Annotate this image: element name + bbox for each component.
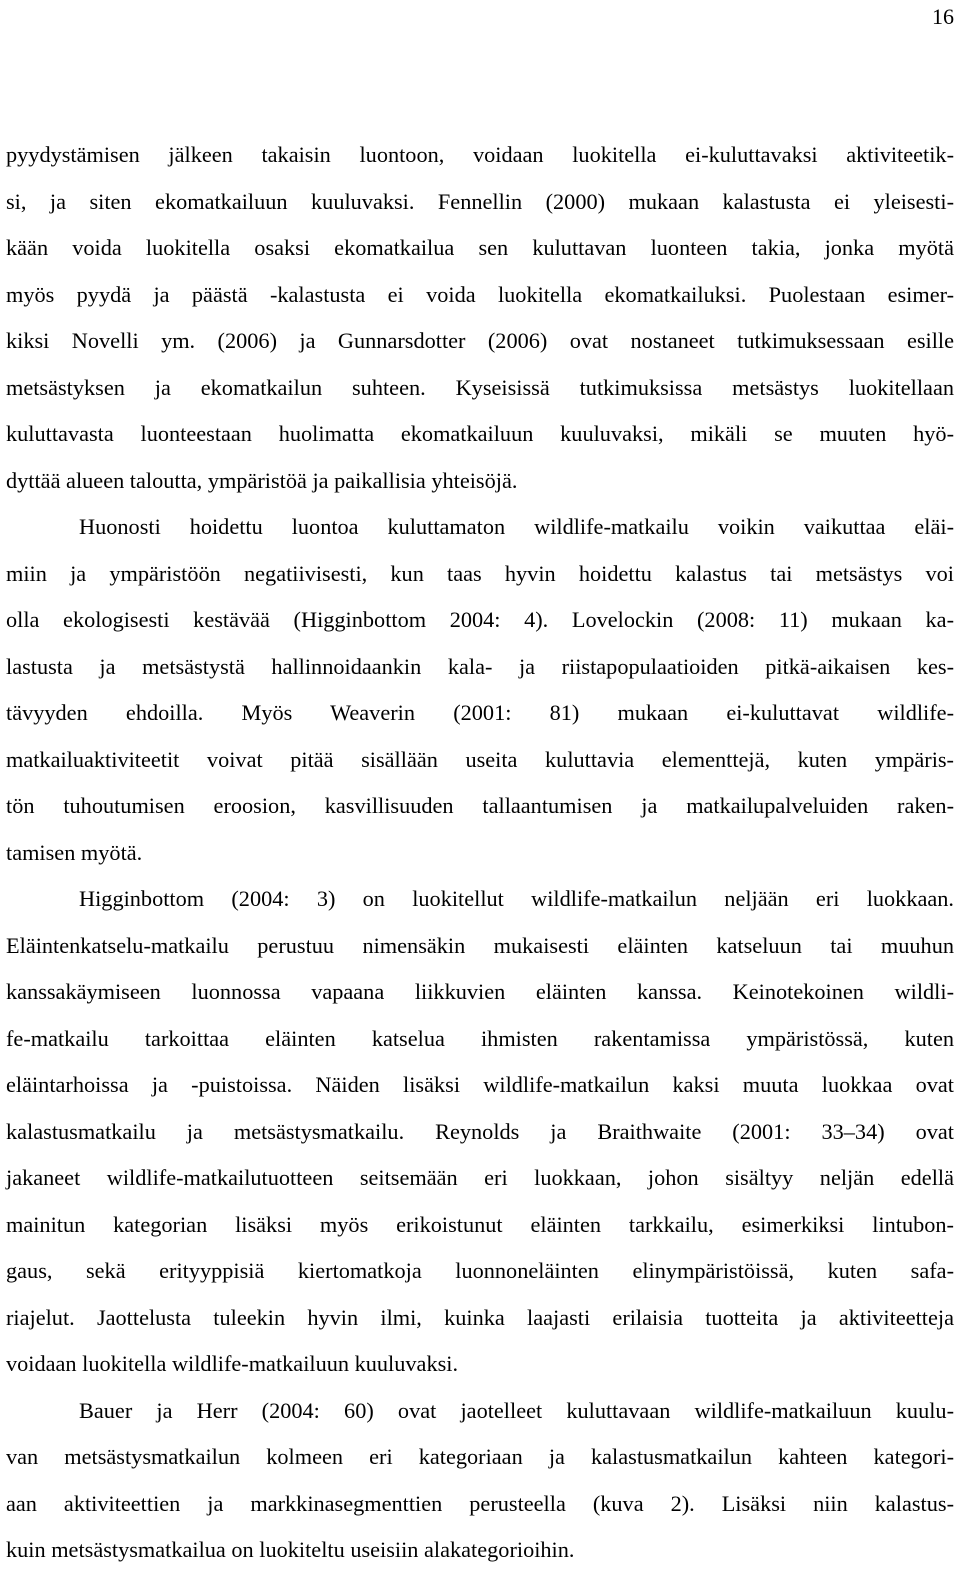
text-line: matkailuaktiviteetit voivat pitää sisällään useita kuluttavia elementtejä, kuten ympäris- bbox=[6, 746, 954, 772]
text-line: lastusta ja metsästystä hallinnoidaankin kala- ja riistapopulaatioiden pitkä-aikaisen kes- bbox=[6, 653, 954, 679]
text-line: kuluttavasta luonteestaan huolimatta ekomatkailuun kuuluvaksi, mikäli se muuten hyö- bbox=[6, 421, 954, 446]
paragraph-4 bbox=[6, 1388, 954, 1574]
paragraph-1 bbox=[6, 132, 954, 504]
text-line: voidaan luokitella wildlife-matkailuun kuuluvaksi. bbox=[6, 1351, 459, 1376]
text-line: pyydystämisen jälkeen takaisin luontoon, voidaan luokitella ei-kuluttavaksi aktiviteetik- bbox=[6, 142, 954, 167]
text-line: tävyyden ehdoilla. Myös Weaverin (2001: 81) mukaan ei-kuluttavat wildlife- bbox=[6, 700, 954, 725]
text-line: Huonosti hoidettu luontoa kuluttamaton wildlife-matkailu voikin vaikuttaa eläi- bbox=[79, 514, 954, 539]
text-line: mainitun kategorian lisäksi myös erikoistunut eläinten tarkkailu, esimerkiksi lintubon- bbox=[6, 1211, 954, 1237]
text-line: gaus, sekä erityyppisiä kiertomatkoja luonnoneläinten elinympäristöissä, kuten safa- bbox=[6, 1258, 954, 1283]
text-line: eläintarhoissa ja -puistoissa. Näiden lisäksi wildlife-matkailun kaksi muuta luokkaa ovat bbox=[6, 1072, 954, 1097]
text-line: fe-matkailu tarkoittaa eläinten katselua ihmisten rakentamissa ympäristössä, kuten bbox=[6, 1025, 954, 1051]
text-line: metsästyksen ja ekomatkailun suhteen. Kyseisissä tutkimuksissa metsästys luokitellaan bbox=[6, 374, 954, 400]
text-line: myös pyydä ja päästä -kalastusta ei voida luokitella ekomatkailuksi. Puolestaan esimer- bbox=[6, 281, 954, 307]
page-number: 16 bbox=[932, 4, 954, 29]
text-line: kuin metsästysmatkailua on luokiteltu useisiin alakategorioihin. bbox=[6, 1537, 575, 1562]
paragraph-2 bbox=[6, 504, 954, 876]
text-line: tamisen myötä. bbox=[6, 839, 143, 865]
text-line: riajelut. Jaottelusta tuleekin hyvin ilmi, kuinka laajasti erilaisia tuotteita ja aktiviteetteja bbox=[6, 1304, 954, 1330]
text-line: van metsästysmatkailun kolmeen eri kategoriaan ja kalastusmatkailun kahteen kategori- bbox=[6, 1444, 954, 1469]
text-line: olla ekologisesti kestävää (Higginbottom 2004: 4). Lovelockin (2008: 11) mukaan ka- bbox=[6, 607, 954, 632]
text-line: aan aktiviteettien ja markkinasegmenttien perusteella (kuva 2). Lisäksi niin kalastus- bbox=[6, 1490, 954, 1516]
text-line: tön tuhoutumisen eroosion, kasvillisuuden tallaantumisen ja matkailupalveluiden raken- bbox=[6, 793, 954, 818]
text-line: kalastusmatkailu ja metsästysmatkailu. Reynolds ja Braithwaite (2001: 33–34) ovat bbox=[6, 1118, 954, 1144]
text-line: dyttää alueen taloutta, ympäristöä ja paikallisia yhteisöjä. bbox=[6, 467, 518, 493]
paragraph-3 bbox=[6, 876, 954, 1388]
text-line: Higginbottom (2004: 3) on luokitellut wildlife-matkailun neljään eri luokkaan. bbox=[79, 886, 954, 911]
text-line: kiksi Novelli ym. (2006) ja Gunnarsdotter (2006) ovat nostaneet tutkimuksessaan esille bbox=[6, 328, 954, 353]
text-line: Bauer ja Herr (2004: 60) ovat jaotelleet kuluttavaan wildlife-matkailuun kuulu- bbox=[79, 1397, 954, 1423]
body-text bbox=[6, 132, 954, 1574]
text-line: si, ja siten ekomatkailuun kuuluvaksi. Fennellin (2000) mukaan kalastusta ei yleisesti- bbox=[6, 188, 954, 214]
text-line: kanssakäymiseen luonnossa vapaana liikkuvien eläinten kanssa. Keinotekoinen wildli- bbox=[6, 979, 954, 1004]
text-line: miin ja ympäristöön negatiivisesti, kun taas hyvin hoidettu kalastus tai metsästys voi bbox=[6, 560, 954, 586]
text-line: kään voida luokitella osaksi ekomatkailua sen kuluttavan luonteen takia, jonka myötä bbox=[6, 235, 954, 260]
text-line: jakaneet wildlife-matkailutuotteen seitsemään eri luokkaan, johon sisältyy neljän edellä bbox=[6, 1165, 954, 1190]
text-line: Eläintenkatselu-matkailu perustuu nimensäkin mukaisesti eläinten katseluun tai muuhun bbox=[6, 932, 954, 958]
